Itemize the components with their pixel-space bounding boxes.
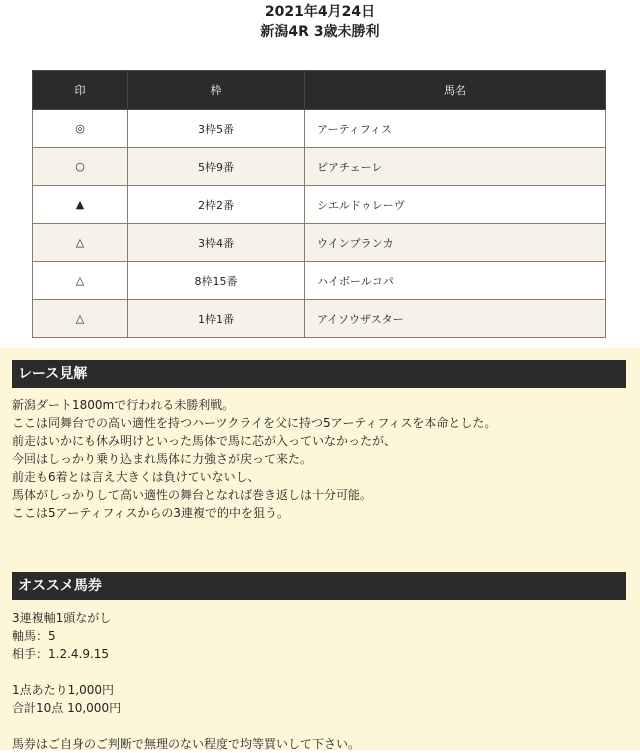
recommend-line: 相手：1.2.4.9.15 [12, 647, 110, 661]
mark-cell: ◎ [33, 110, 128, 148]
content-panel [0, 348, 640, 750]
waku-cell: 5枠9番 [128, 148, 305, 186]
table-row [33, 186, 606, 224]
recommend-line: 合計10点 10,000円 [12, 701, 122, 715]
table-row [33, 300, 606, 338]
recommend-line: 馬券はご自身のご判断で無理のない程度で均等買いして下さい。 [12, 737, 361, 751]
horse-name-cell: アイソウザスター [305, 300, 606, 338]
horse-name-cell: ウインブランカ [305, 224, 606, 262]
table-row [33, 148, 606, 186]
recommend-line: 1点あたり1,000円 [12, 683, 114, 697]
mark-cell: ▲ [33, 186, 128, 224]
mark-cell: △ [33, 262, 128, 300]
analysis-line: 馬体がしっかりして高い適性の舞台となれば巻き返しは十分可能。 [12, 488, 373, 502]
mark-cell: ○ [33, 148, 128, 186]
column-header-waku: 枠 [128, 71, 305, 110]
waku-cell: 8枠15番 [128, 262, 305, 300]
race-title: 新潟4R 3歳未勝利 [260, 24, 380, 40]
waku-cell: 2枠2番 [128, 186, 305, 224]
prediction-table [32, 70, 606, 338]
analysis-line: 新潟ダート1800mで行われる未勝利戦。 [12, 398, 235, 412]
table-row [33, 224, 606, 262]
analysis-line: 前走はいかにも休み明けといった馬体で馬に芯が入っていなかったが、 [12, 434, 397, 448]
recommend-line: 3連複軸1頭ながし [12, 611, 112, 625]
table-header-row [33, 71, 606, 110]
recommend-line [12, 663, 360, 681]
horse-name-cell: ピアチェーレ [305, 148, 606, 186]
analysis-line: 今回はしっかり乗り込まれ馬体に力強さが戻って来た。 [12, 452, 313, 466]
race-header [0, 0, 640, 42]
analysis-line: 前走も6着とは言え大きくは負けていないし、 [12, 470, 260, 484]
horse-name-cell: アーティフィス [305, 110, 606, 148]
mark-cell: △ [33, 300, 128, 338]
column-header-horse-name: 馬名 [305, 71, 606, 110]
recommend-body [12, 609, 360, 753]
horse-name-cell: ハイボールコパ [305, 262, 606, 300]
recommend-heading: オススメ馬券 [12, 572, 626, 600]
table-row [33, 262, 606, 300]
recommend-line: 軸馬：5 [12, 629, 56, 643]
column-header-mark: 印 [33, 71, 128, 110]
waku-cell: 3枠5番 [128, 110, 305, 148]
race-date: 2021年4月24日 [264, 4, 376, 20]
recommend-line [12, 717, 360, 735]
horse-name-cell: シエルドゥレーヴ [305, 186, 606, 224]
analysis-line: ここは同舞台での高い適性を持つハーツクライを父に持つ5アーティフィスを本命とした。 [12, 416, 497, 430]
table-row [33, 110, 606, 148]
mark-cell: △ [33, 224, 128, 262]
waku-cell: 3枠4番 [128, 224, 305, 262]
waku-cell: 1枠1番 [128, 300, 305, 338]
analysis-body [12, 396, 496, 522]
analysis-heading: レース見解 [12, 360, 626, 388]
analysis-line: ここは5アーティフィスからの3連複で的中を狙う。 [12, 506, 289, 520]
